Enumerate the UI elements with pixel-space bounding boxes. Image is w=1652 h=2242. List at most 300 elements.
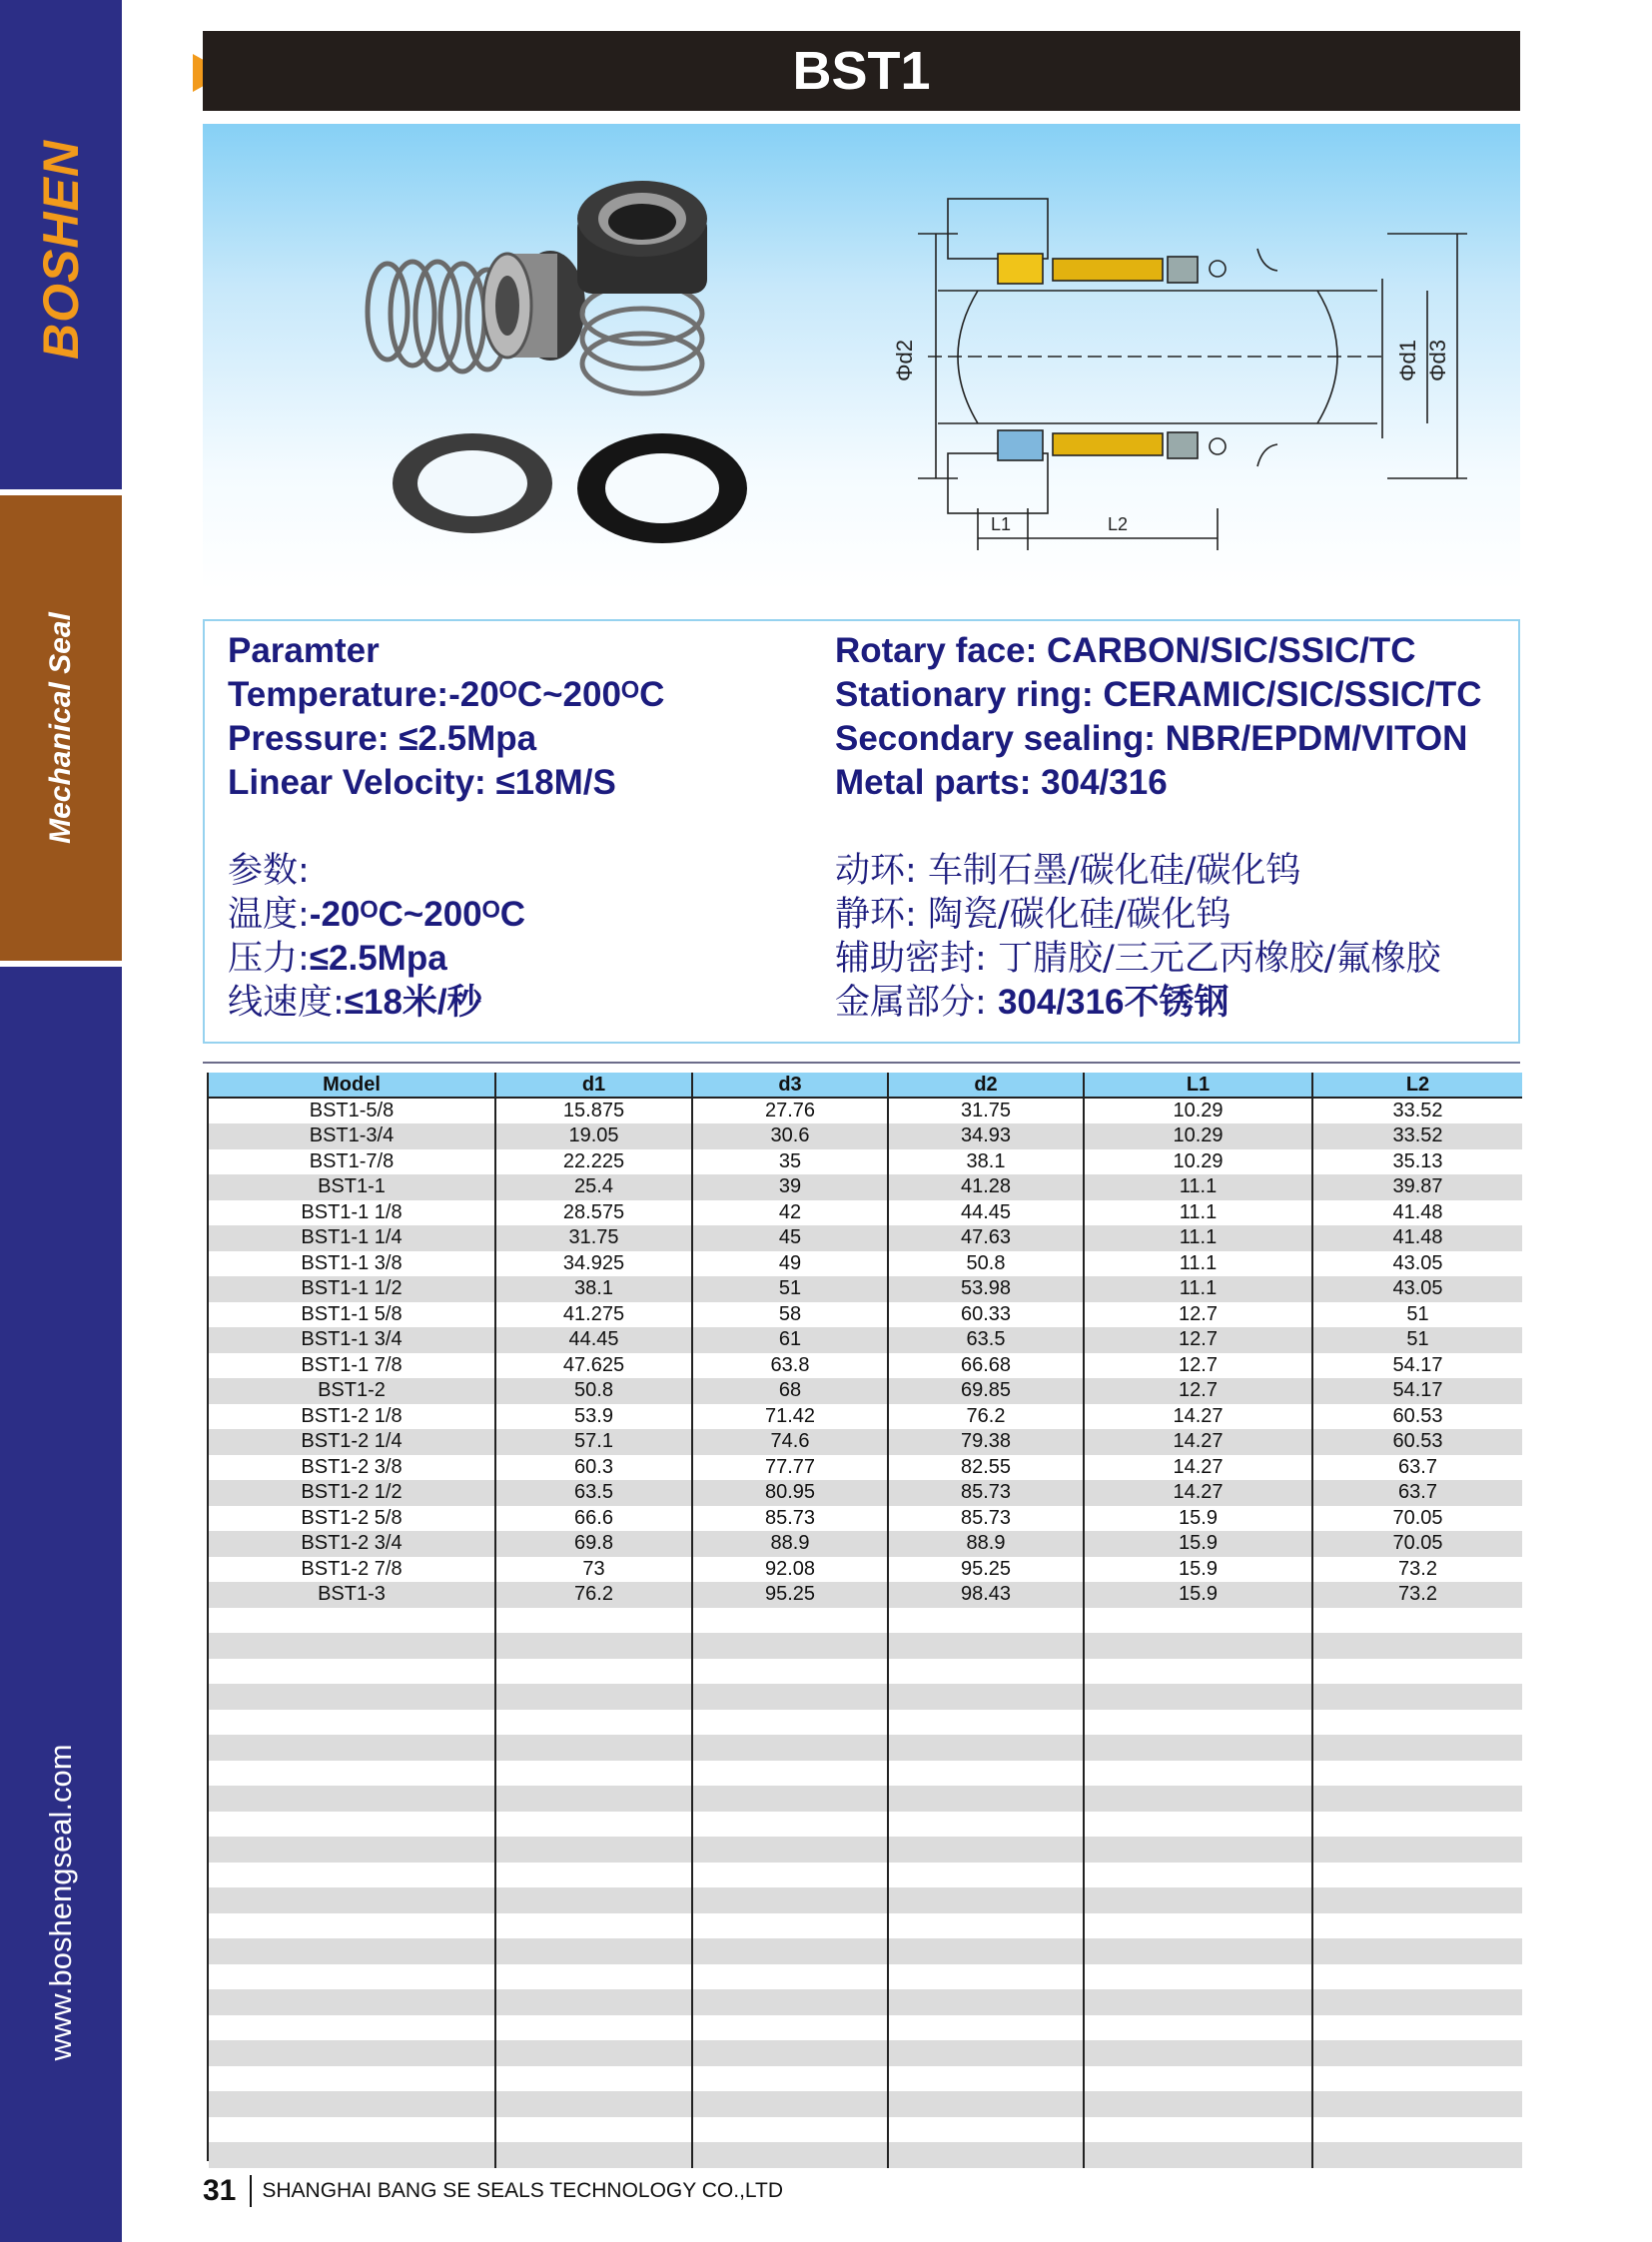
table-cell [692,1989,888,2015]
spec-table-container [207,1073,1520,2161]
table-cell: 28.575 [495,1200,692,1226]
table-cell [495,1633,692,1659]
table-cell [888,1786,1084,1812]
seal-assembly-icon [577,181,707,393]
carbon-ring-icon [393,433,552,533]
table-cell: 11.1 [1084,1276,1312,1302]
table-cell: 39.87 [1312,1174,1522,1200]
table-row-empty [209,1812,1522,1838]
table-cell [209,1735,495,1761]
dim-label-d2: Φd2 [892,339,917,381]
table-cell [888,1659,1084,1685]
page-title: BST1 [792,41,931,101]
table-cell: 14.27 [1084,1404,1312,1430]
table-cell [692,1887,888,1913]
table-cell: 11.1 [1084,1200,1312,1226]
table-cell [1312,1659,1522,1685]
zh-param-stationary-ring: 静环: 陶瓷/碳化硅/碳化钨 [835,895,1232,935]
table-row-empty [209,1633,1522,1659]
table-cell: 50.8 [888,1251,1084,1277]
table-cell [1084,2117,1312,2143]
table-cell [495,1887,692,1913]
table-cell: BST1-3 [209,1582,495,1608]
table-cell [1312,1913,1522,1939]
table-cell: BST1-1 1/4 [209,1225,495,1251]
table-cell: 10.29 [1084,1098,1312,1123]
table-row-empty [209,1837,1522,1863]
table-cell [1312,2117,1522,2143]
table-cell [1084,1964,1312,1990]
table-row [209,1378,1522,1404]
col-header-d2: d2 [888,1073,1084,1098]
table-cell [1312,1761,1522,1787]
table-cell: 12.7 [1084,1353,1312,1379]
table-cell [495,1938,692,1964]
table-cell: 15.9 [1084,1506,1312,1532]
table-cell [495,1761,692,1787]
table-row [209,1251,1522,1277]
table-cell: 34.925 [495,1251,692,1277]
table-cell [1312,2142,1522,2168]
param-temperature: Temperature:-20ᴼC~200ᴼC [228,675,665,714]
table-cell [888,1863,1084,1888]
table-cell: 38.1 [888,1149,1084,1175]
table-cell [495,1735,692,1761]
table-row-empty [209,2117,1522,2143]
table-cell [495,2091,692,2117]
page-number: 31 [203,2174,237,2207]
table-body [209,1098,1522,2168]
table-cell: 71.42 [692,1404,888,1430]
param-secondary-sealing: Secondary sealing: NBR/EPDM/VITON [835,719,1468,758]
table-row-empty [209,1659,1522,1685]
table-cell: 53.9 [495,1404,692,1430]
table-cell: 73.2 [1312,1557,1522,1583]
table-cell [495,1989,692,2015]
table-cell [1312,1812,1522,1838]
table-cell [888,1913,1084,1939]
table-cell: 76.2 [888,1404,1084,1430]
table-cell [1084,1608,1312,1634]
table-cell: 35 [692,1149,888,1175]
table-cell [888,1633,1084,1659]
table-cell [1084,2142,1312,2168]
table-cell: 63.5 [888,1327,1084,1353]
table-cell: 85.73 [888,1506,1084,1532]
table-cell: 14.27 [1084,1429,1312,1455]
table-row-empty [209,1710,1522,1736]
table-cell [888,1710,1084,1736]
table-cell [1084,1863,1312,1888]
table-cell [1312,1989,1522,2015]
table-cell: 14.27 [1084,1455,1312,1481]
table-cell: 51 [1312,1327,1522,1353]
table-row-empty [209,2066,1522,2092]
table-cell [1084,1989,1312,2015]
table-cell [1312,1887,1522,1913]
table-cell [888,1887,1084,1913]
table-cell [1312,2040,1522,2066]
table-cell [692,2142,888,2168]
table-cell [1084,1938,1312,1964]
table-row-empty [209,1989,1522,2015]
table-row-empty [209,2015,1522,2041]
table-cell: 15.9 [1084,1557,1312,1583]
table-cell [1084,1761,1312,1787]
table-cell: 10.29 [1084,1123,1312,1149]
table-cell [209,1659,495,1685]
table-cell: BST1-7/8 [209,1149,495,1175]
table-row [209,1200,1522,1226]
param-velocity: Linear Velocity: ≤18M/S [228,763,616,802]
table-row [209,1353,1522,1379]
table-cell [1312,1608,1522,1634]
table-row-empty [209,1887,1522,1913]
table-cell [1084,2015,1312,2041]
table-cell [209,2142,495,2168]
col-header-d3: d3 [692,1073,888,1098]
table-cell [1312,1863,1522,1888]
table-cell [209,1964,495,1990]
table-cell [1084,1812,1312,1838]
website-link[interactable]: www.boshengseal.com [43,1744,78,2061]
rotary-head-icon [483,251,585,361]
table-cell [888,2040,1084,2066]
table-cell [888,1989,1084,2015]
zh-param-secondary-sealing: 辅助密封: 丁腈胶/三元乙丙橡胶/氟橡胶 [835,939,1441,979]
table-cell: 69.85 [888,1378,1084,1404]
table-cell [692,1684,888,1710]
table-cell [209,2066,495,2092]
table-row-empty [209,1608,1522,1634]
table-cell: 31.75 [888,1098,1084,1123]
table-cell [209,1633,495,1659]
table-cell [692,2040,888,2066]
table-cell [692,1913,888,1939]
table-cell: BST1-1 5/8 [209,1302,495,1328]
table-cell: 15.9 [1084,1582,1312,1608]
table-cell: 88.9 [692,1531,888,1557]
dim-label-l1: L1 [991,514,1012,534]
table-cell [692,1812,888,1838]
table-cell: BST1-2 3/8 [209,1455,495,1481]
table-cell [1084,1913,1312,1939]
table-cell [1312,1735,1522,1761]
table-cell [1084,1633,1312,1659]
table-cell: 85.73 [692,1506,888,1532]
table-cell: 60.53 [1312,1404,1522,1430]
table-row [209,1174,1522,1200]
table-cell: 30.6 [692,1123,888,1149]
table-cell: 44.45 [495,1327,692,1353]
table-cell [692,2066,888,2092]
table-cell: 11.1 [1084,1174,1312,1200]
table-cell: 31.75 [495,1225,692,1251]
table-cell: 60.53 [1312,1429,1522,1455]
table-cell: 79.38 [888,1429,1084,1455]
col-header-l1: L1 [1084,1073,1312,1098]
table-cell [692,1837,888,1863]
table-cell [888,2117,1084,2143]
table-cell: 70.05 [1312,1531,1522,1557]
table-row-empty [209,1735,1522,1761]
table-cell [495,1786,692,1812]
table-cell: 63.7 [1312,1480,1522,1506]
table-cell: 66.68 [888,1353,1084,1379]
table-row [209,1276,1522,1302]
table-cell [1084,1659,1312,1685]
table-cell: 22.225 [495,1149,692,1175]
table-cell: BST1-2 3/4 [209,1531,495,1557]
table-cell [495,1913,692,1939]
table-cell: 43.05 [1312,1251,1522,1277]
col-header-d1: d1 [495,1073,692,1098]
table-cell: 38.1 [495,1276,692,1302]
table-cell: 95.25 [692,1582,888,1608]
table-row [209,1531,1522,1557]
table-cell [495,1863,692,1888]
table-cell [692,1710,888,1736]
param-title: Paramter [228,631,380,670]
table-row [209,1480,1522,1506]
table-cell: BST1-1 1/8 [209,1200,495,1226]
table-cell [495,2142,692,2168]
table-row-empty [209,2091,1522,2117]
table-cell: 14.27 [1084,1480,1312,1506]
table-cell: 47.63 [888,1225,1084,1251]
table-cell [495,1964,692,1990]
table-cell: 69.8 [495,1531,692,1557]
table-cell: 39 [692,1174,888,1200]
table-cell: 41.28 [888,1174,1084,1200]
table-cell [888,2015,1084,2041]
table-cell: 11.1 [1084,1225,1312,1251]
table-cell [692,1863,888,1888]
product-image-panel [203,124,1520,589]
table-cell [888,1964,1084,1990]
table-cell [888,1761,1084,1787]
table-row [209,1302,1522,1328]
table-cell: 88.9 [888,1531,1084,1557]
table-cell [1084,1684,1312,1710]
table-cell [888,1837,1084,1863]
table-cell [495,1608,692,1634]
table-cell [209,1913,495,1939]
table-cell [1312,1786,1522,1812]
table-cell [209,1608,495,1634]
param-column-right [835,629,1482,1025]
table-cell: 27.76 [692,1098,888,1123]
table-cell: BST1-3/4 [209,1123,495,1149]
table-row [209,1404,1522,1430]
table-cell: 54.17 [1312,1378,1522,1404]
table-row [209,1149,1522,1175]
table-cell [209,1786,495,1812]
table-cell: 47.625 [495,1353,692,1379]
table-row-empty [209,2040,1522,2066]
table-cell [692,1608,888,1634]
dim-label-d1: Φd1 [1395,339,1420,381]
table-cell: 10.29 [1084,1149,1312,1175]
section-label: Mechanical Seal [44,612,77,844]
col-header-model: Model [209,1073,495,1098]
table-cell [1084,2091,1312,2117]
table-cell [692,1938,888,1964]
zh-param-velocity: 线速度:≤18米/秒 [228,983,482,1023]
table-cell: BST1-2 1/2 [209,1480,495,1506]
table-row-empty [209,1964,1522,1990]
table-cell [888,1608,1084,1634]
table-cell: 61 [692,1327,888,1353]
table-cell [209,2117,495,2143]
table-cell [209,1710,495,1736]
zh-param-temperature: 温度:-20ᴼC~200ᴼC [228,895,526,935]
table-cell: 66.6 [495,1506,692,1532]
brand-logo: BOSHEN [33,140,89,360]
table-cell [1084,1710,1312,1736]
table-cell [495,2066,692,2092]
table-cell [495,1812,692,1838]
table-cell [495,1710,692,1736]
table-cell [692,1964,888,1990]
table-cell: BST1-1 7/8 [209,1353,495,1379]
table-cell [209,2040,495,2066]
table-cell: 41.48 [1312,1225,1522,1251]
table-row [209,1225,1522,1251]
table-cell: 51 [692,1276,888,1302]
table-cell [888,1735,1084,1761]
table-cell [209,2015,495,2041]
spec-table [209,1073,1522,2168]
table-cell: 11.1 [1084,1251,1312,1277]
table-cell: 43.05 [1312,1276,1522,1302]
company-name: SHANGHAI BANG SE SEALS TECHNOLOGY CO.,LTD [262,2179,784,2202]
title-bar [203,31,1520,111]
table-cell: BST1-1 3/8 [209,1251,495,1277]
table-cell [1084,1837,1312,1863]
table-row [209,1582,1522,1608]
table-cell: BST1-2 5/8 [209,1506,495,1532]
table-cell: 85.73 [888,1480,1084,1506]
section-divider [203,1062,1520,1064]
table-cell: 42 [692,1200,888,1226]
col-header-l2: L2 [1312,1073,1522,1098]
table-row [209,1429,1522,1455]
table-cell: 41.48 [1312,1200,1522,1226]
table-row [209,1455,1522,1481]
table-cell: 54.17 [1312,1353,1522,1379]
table-cell: 60.3 [495,1455,692,1481]
table-row [209,1506,1522,1532]
table-cell: 35.13 [1312,1149,1522,1175]
table-cell [495,2040,692,2066]
table-row [209,1327,1522,1353]
table-cell: 95.25 [888,1557,1084,1583]
table-cell: 68 [692,1378,888,1404]
table-cell: 63.5 [495,1480,692,1506]
table-cell: 73 [495,1557,692,1583]
zh-param-pressure: 压力:≤2.5Mpa [228,939,447,979]
table-cell: BST1-2 [209,1378,495,1404]
table-cell: 82.55 [888,1455,1084,1481]
footer-separator [250,2175,252,2207]
table-cell [888,1938,1084,1964]
seal-cross-section-drawing [892,179,1477,578]
param-stationary-ring: Stationary ring: CERAMIC/SIC/SSIC/TC [835,675,1482,714]
table-cell [692,1786,888,1812]
table-cell: 98.43 [888,1582,1084,1608]
table-cell [1312,2091,1522,2117]
table-cell [209,1887,495,1913]
table-cell: 34.93 [888,1123,1084,1149]
table-row-empty [209,1761,1522,1787]
zh-param-rotary-face: 动环: 车制石墨/碳化硅/碳化钨 [835,851,1301,891]
table-cell: 12.7 [1084,1327,1312,1353]
table-cell [1312,1710,1522,1736]
param-metal-parts: Metal parts: 304/316 [835,763,1168,802]
table-cell [1084,2066,1312,2092]
table-cell [692,1633,888,1659]
dim-label-l2: L2 [1108,514,1129,534]
table-cell [888,1812,1084,1838]
table-cell: BST1-1 1/2 [209,1276,495,1302]
table-cell: 33.52 [1312,1098,1522,1123]
table-cell [1312,2066,1522,2092]
table-cell: 63.8 [692,1353,888,1379]
table-cell [495,2117,692,2143]
table-cell [1084,1735,1312,1761]
table-cell: 80.95 [692,1480,888,1506]
param-column-left [228,629,664,1025]
table-cell: 33.52 [1312,1123,1522,1149]
table-row-empty [209,1684,1522,1710]
table-cell [692,2015,888,2041]
table-cell [692,2117,888,2143]
table-cell [1312,1684,1522,1710]
table-row [209,1123,1522,1149]
table-cell: BST1-2 1/8 [209,1404,495,1430]
param-pressure: Pressure: ≤2.5Mpa [228,719,537,758]
table-cell [495,1837,692,1863]
table-cell: 19.05 [495,1123,692,1149]
table-cell: 76.2 [495,1582,692,1608]
table-cell: 92.08 [692,1557,888,1583]
table-cell: 41.275 [495,1302,692,1328]
table-cell: BST1-5/8 [209,1098,495,1123]
zh-param-metal-parts: 金属部分: 304/316不锈钢 [835,983,1230,1023]
table-header-row [209,1073,1522,1098]
table-row [209,1098,1522,1123]
table-cell [209,1761,495,1787]
dim-label-d3: Φd3 [1425,339,1450,381]
table-cell: 25.4 [495,1174,692,1200]
table-cell [1084,2040,1312,2066]
table-row-empty [209,1863,1522,1888]
table-cell [692,2091,888,2117]
table-cell [1312,2015,1522,2041]
table-cell [495,1684,692,1710]
table-cell [888,2091,1084,2117]
table-cell: BST1-2 7/8 [209,1557,495,1583]
zh-param-title: 参数: [228,851,310,891]
table-cell: 70.05 [1312,1506,1522,1532]
table-cell [209,1863,495,1888]
table-cell: 12.7 [1084,1378,1312,1404]
table-cell [495,1659,692,1685]
table-cell [888,2142,1084,2168]
table-cell: 74.6 [692,1429,888,1455]
table-cell [1084,1887,1312,1913]
